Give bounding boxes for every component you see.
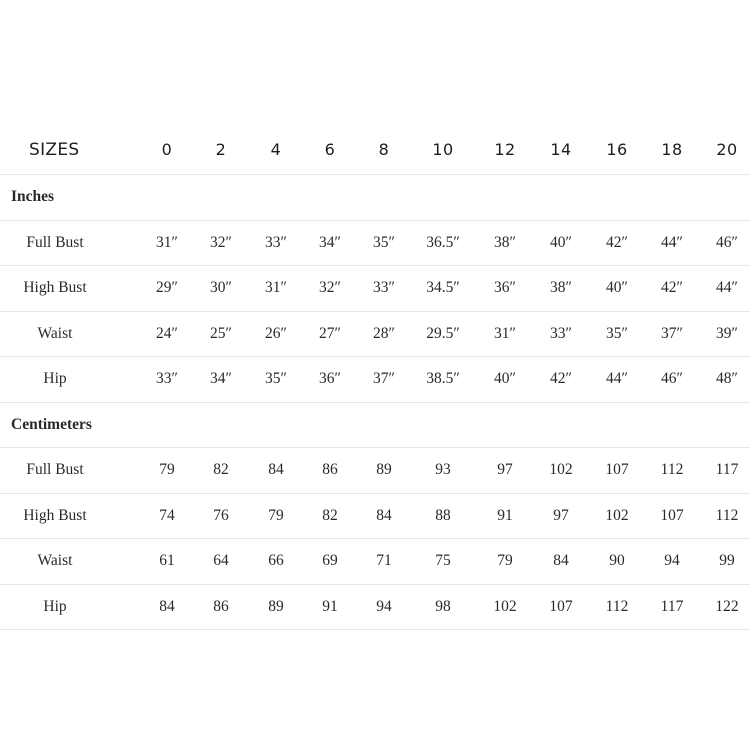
measurement-value: 29.5″: [426, 324, 460, 342]
measurement-value: 94: [664, 552, 680, 570]
measurement-value: 84: [553, 552, 569, 570]
measurement-value: 35″: [606, 324, 628, 342]
measurement-value: 90: [609, 552, 625, 570]
measurement-value: 35″: [373, 233, 395, 251]
section-row: [0, 175, 750, 221]
measurement-value: 33″: [550, 324, 572, 342]
measurement-value: 91: [497, 506, 513, 524]
measurement-value: 88: [435, 506, 451, 524]
measurement-value: 61: [159, 552, 175, 570]
measurement-value: 42″: [661, 279, 683, 297]
size-column-header: 10: [432, 140, 454, 159]
measurement-value: 69: [322, 552, 338, 570]
measurement-value: 79: [268, 506, 284, 524]
measurement-value: 39″: [716, 324, 738, 342]
measurement-value: 42″: [606, 233, 628, 251]
measurement-value: 26″: [265, 324, 287, 342]
table-row: [0, 448, 750, 494]
measurement-label: High Bust: [23, 506, 87, 524]
measurement-value: 46″: [661, 370, 683, 388]
measurement-value: 24″: [156, 324, 178, 342]
measurement-value: 82: [213, 461, 229, 479]
section-row: [0, 403, 750, 449]
measurement-value: 93: [435, 461, 451, 479]
measurement-value: 102: [493, 597, 517, 615]
measurement-value: 25″: [210, 324, 232, 342]
measurement-value: 89: [376, 461, 392, 479]
measurement-value: 33″: [373, 279, 395, 297]
measurement-value: 46″: [716, 233, 738, 251]
measurement-value: 33″: [265, 233, 287, 251]
measurement-value: 34″: [319, 233, 341, 251]
measurement-value: 89: [268, 597, 284, 615]
size-column-header: 6: [324, 140, 336, 159]
measurement-value: 31″: [265, 279, 287, 297]
measurement-value: 66: [268, 552, 284, 570]
measurement-label: Hip: [43, 370, 67, 388]
measurement-value: 27″: [319, 324, 341, 342]
size-column-header: 14: [550, 140, 572, 159]
measurement-value: 36″: [494, 279, 516, 297]
size-column-header: 8: [378, 140, 390, 159]
measurement-value: 31″: [494, 324, 516, 342]
measurement-value: 32″: [319, 279, 341, 297]
measurement-value: 107: [660, 506, 684, 524]
measurement-value: 38.5″: [426, 370, 460, 388]
measurement-value: 97: [497, 461, 513, 479]
measurement-label: Hip: [43, 597, 67, 615]
size-chart-table: [0, 125, 750, 630]
measurement-value: 97: [553, 506, 569, 524]
measurement-value: 34″: [210, 370, 232, 388]
measurement-value: 94: [376, 597, 392, 615]
measurement-value: 99: [719, 552, 735, 570]
size-column-header: 16: [606, 140, 628, 159]
measurement-value: 122: [715, 597, 739, 615]
measurement-value: 44″: [716, 279, 738, 297]
measurement-value: 37″: [373, 370, 395, 388]
measurement-value: 64: [213, 552, 229, 570]
measurement-value: 117: [660, 597, 684, 615]
measurement-label: Waist: [37, 552, 73, 570]
sizes-header-label: SIZES: [29, 139, 80, 160]
table-row: [0, 494, 750, 540]
measurement-value: 38″: [494, 233, 516, 251]
measurement-label: Full Bust: [26, 233, 84, 251]
size-column-header: 2: [215, 140, 227, 159]
table-row: [0, 585, 750, 631]
measurement-value: 84: [376, 506, 392, 524]
measurement-value: 86: [322, 461, 338, 479]
table-row: [0, 539, 750, 585]
size-column-header: 12: [494, 140, 516, 159]
measurement-value: 112: [605, 597, 629, 615]
measurement-value: 82: [322, 506, 338, 524]
section-title: Centimeters: [11, 415, 92, 433]
measurement-value: 86: [213, 597, 229, 615]
measurement-value: 76: [213, 506, 229, 524]
size-column-header: 18: [661, 140, 683, 159]
measurement-value: 33″: [156, 370, 178, 388]
table-row: [0, 357, 750, 403]
measurement-value: 84: [268, 461, 284, 479]
measurement-value: 117: [715, 461, 739, 479]
measurement-value: 29″: [156, 279, 178, 297]
measurement-value: 75: [435, 552, 451, 570]
measurement-value: 44″: [606, 370, 628, 388]
measurement-value: 34.5″: [426, 279, 460, 297]
measurement-label: High Bust: [23, 279, 87, 297]
measurement-value: 30″: [210, 279, 232, 297]
measurement-value: 42″: [550, 370, 572, 388]
measurement-value: 38″: [550, 279, 572, 297]
measurement-label: Waist: [37, 324, 73, 342]
measurement-value: 31″: [156, 233, 178, 251]
size-column-header: 4: [270, 140, 282, 159]
measurement-value: 48″: [716, 370, 738, 388]
measurement-value: 79: [159, 461, 175, 479]
table-row: [0, 312, 750, 358]
header-row: [0, 125, 750, 175]
size-column-header: 20: [716, 140, 738, 159]
measurement-value: 102: [605, 506, 629, 524]
measurement-value: 91: [322, 597, 338, 615]
measurement-value: 44″: [661, 233, 683, 251]
measurement-value: 74: [159, 506, 175, 524]
measurement-value: 112: [715, 506, 739, 524]
measurement-value: 28″: [373, 324, 395, 342]
measurement-value: 112: [660, 461, 684, 479]
measurement-label: Full Bust: [26, 461, 84, 479]
measurement-value: 107: [605, 461, 629, 479]
table-row: [0, 221, 750, 267]
measurement-value: 40″: [494, 370, 516, 388]
measurement-value: 98: [435, 597, 451, 615]
measurement-value: 36″: [319, 370, 341, 388]
measurement-value: 79: [497, 552, 513, 570]
measurement-value: 40″: [606, 279, 628, 297]
section-title: Inches: [11, 188, 55, 206]
measurement-value: 32″: [210, 233, 232, 251]
measurement-value: 35″: [265, 370, 287, 388]
measurement-value: 102: [549, 461, 573, 479]
measurement-value: 36.5″: [426, 233, 460, 251]
measurement-value: 71: [376, 552, 392, 570]
measurement-value: 84: [159, 597, 175, 615]
measurement-value: 37″: [661, 324, 683, 342]
measurement-value: 40″: [550, 233, 572, 251]
measurement-value: 107: [549, 597, 573, 615]
table-row: [0, 266, 750, 312]
size-column-header: 0: [161, 140, 173, 159]
